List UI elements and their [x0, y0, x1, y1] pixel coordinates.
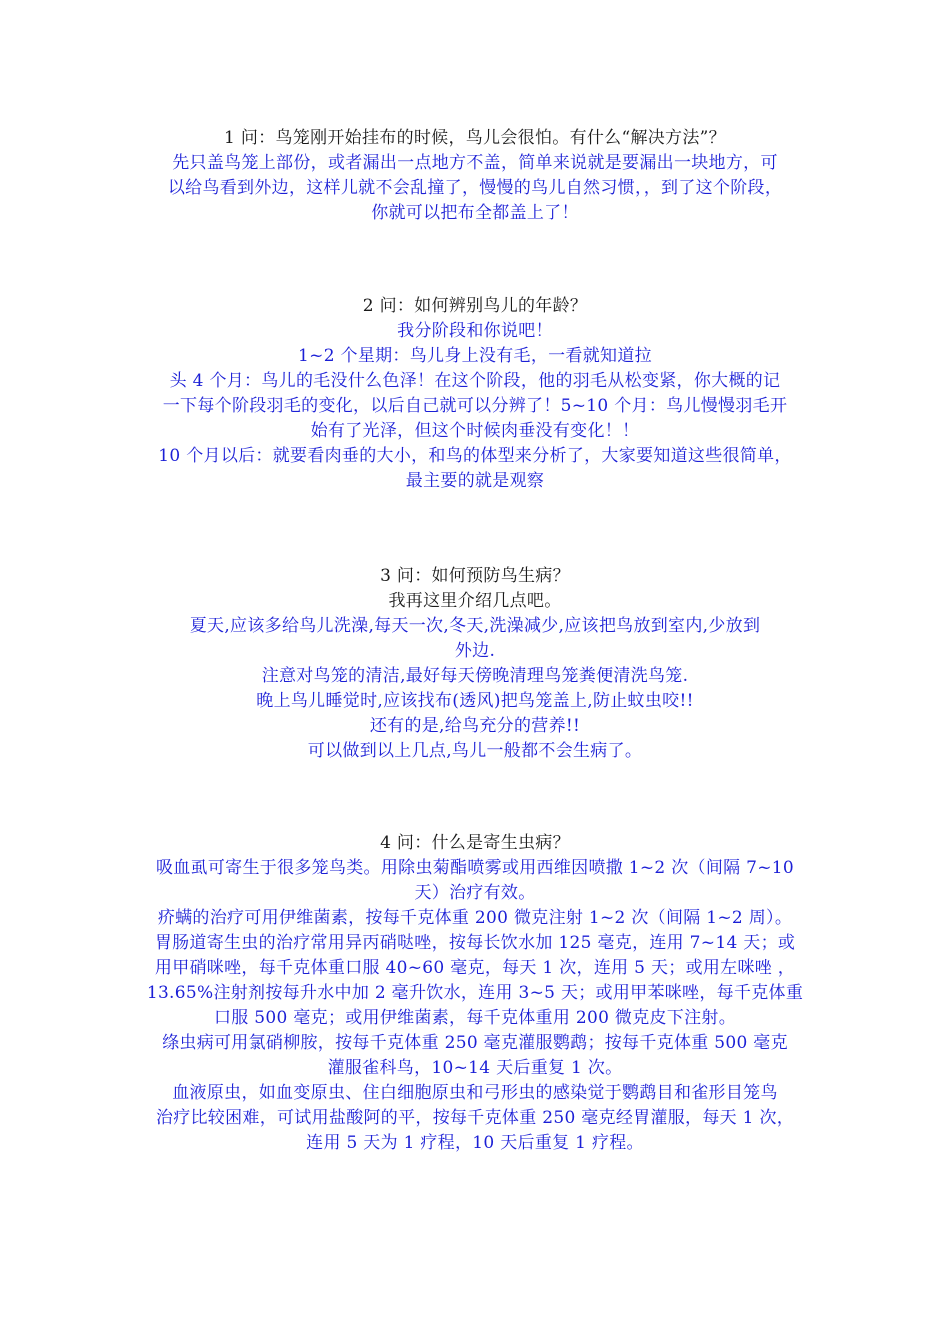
question-3-heading: 3 问：如何预防鸟生病？	[380, 566, 570, 586]
answer-3-line: 夏天,应该多给鸟儿洗澡,每天一次,冬天,洗澡减少,应该把鸟放到室内,少放到	[189, 616, 761, 636]
answer-2-line: 始有了光泽，但这个时候肉垂没有变化！！	[310, 421, 640, 441]
answer-2-line: 10 个月以后：就要看肉垂的大小，和鸟的体型来分析了，大家要知道这些很简单，	[158, 446, 792, 466]
answer-1-line: 你就可以把布全都盖上了！	[371, 203, 579, 223]
answer-4-line: 治疗比较困难，可试用盐酸阿的平，按每千克体重 250 毫克经胃灌服，每天 1 次，	[155, 1108, 795, 1128]
answer-4-line: 连用 5 天为 1 疗程，10 天后重复 1 疗程。	[306, 1133, 644, 1153]
answer-4-line: 13.65%注射剂按每升水中加 2 毫升饮水，连用 3~5 天；或用甲苯咪唑，每千克体重	[146, 983, 804, 1003]
answer-2-line: 1~2 个星期：鸟儿身上没有毛，一看就知道拉	[298, 346, 652, 366]
answer-3-line: 还有的是,给鸟充分的营养!!	[369, 716, 581, 736]
answer-4-line: 胃肠道寄生虫的治疗常用异丙硝哒唑，按每长饮水加 125 毫克，连用 7~14 天；或	[154, 933, 796, 953]
answer-3-intro: 我再这里介绍几点吧。	[388, 591, 562, 611]
answer-4-line: 灌服雀科鸟，10~14 天后重复 1 次。	[327, 1058, 623, 1078]
answer-3-line: 注意对鸟笼的清洁,最好每天傍晚清理鸟笼粪便清洗鸟笼.	[261, 666, 689, 686]
question-4-heading: 4 问：什么是寄生虫病？	[380, 833, 570, 853]
answer-4-line: 用甲硝咪唑，每千克体重口服 40~60 毫克，每天 1 次，连用 5 天；或用左咪唑 ，	[154, 958, 796, 978]
answer-3-line: 可以做到以上几点,鸟儿一般都不会生病了。	[307, 741, 643, 761]
answer-4-line: 疥螨的治疗可用伊维菌素，按每千克体重 200 微克注射 1~2 次（间隔 1~2 周）。	[157, 908, 793, 928]
answer-2-line: 一下每个阶段羽毛的变化，以后自己就可以分辨了！5~10 个月：鸟儿慢慢羽毛开	[162, 396, 788, 416]
answer-1-line: 以给鸟看到外边，这样儿就不会乱撞了，慢慢的鸟儿自然习惯，，到了这个阶段，	[167, 178, 783, 198]
answer-2-line: 我分阶段和你说吧！	[397, 321, 553, 341]
answer-4-line: 绦虫病可用氯硝柳胺，按每千克体重 250 毫克灌服鹦鹉；按每千克体重 500 毫克	[162, 1033, 788, 1053]
answer-3-line: 晚上鸟儿睡觉时,应该找布(透风)把鸟笼盖上,防止蚊虫咬!!	[256, 691, 694, 711]
answer-3-line: 外边.	[454, 641, 496, 661]
question-1-heading: 1 问：鸟笼刚开始挂布的时候，鸟儿会很怕。有什么“解决方法”？	[224, 128, 726, 148]
answer-4-line: 吸血虱可寄生于很多笼鸟类。用除虫菊酯喷雾或用西维因喷撒 1~2 次（间隔 7~10	[155, 858, 795, 878]
answer-1-line: 先只盖鸟笼上部份，或者漏出一点地方不盖，简单来说就是要漏出一块地方，可	[172, 153, 778, 173]
answer-4-line: 血液原虫，如血变原虫、住白细胞原虫和弓形虫的感染觉于鹦鹉目和雀形目笼鸟	[172, 1083, 778, 1103]
answer-4-line: 口服 500 毫克；或用伊维菌素，每千克体重用 200 微克皮下注射。	[213, 1008, 736, 1028]
answer-4-line: 天）治疗有效。	[414, 883, 536, 903]
answer-2-line: 头 4 个月：鸟儿的毛没什么色泽！在这个阶段，他的羽毛从松变紧，你大概的记	[169, 371, 781, 391]
answer-2-line: 最主要的就是观察	[405, 471, 545, 491]
question-2-heading: 2 问：如何辨别鸟儿的年龄？	[362, 296, 588, 316]
